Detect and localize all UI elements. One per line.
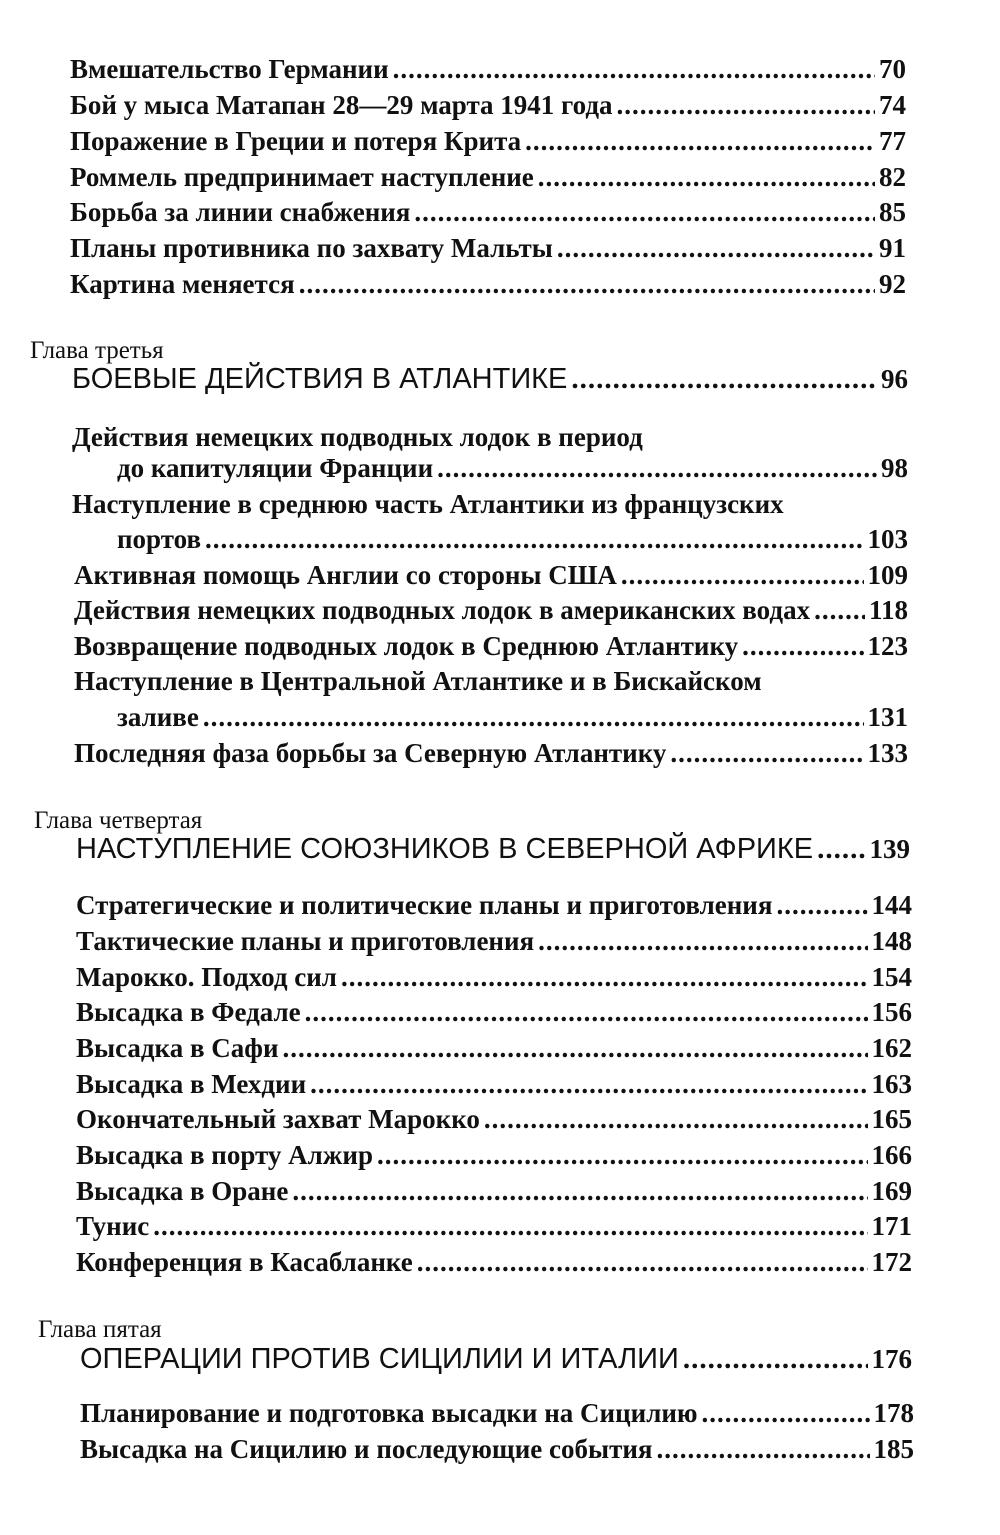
entry-title: заливе: [117, 702, 199, 732]
entry-page-number: 82: [879, 162, 906, 192]
chapter-label: Глава пятая: [38, 1316, 162, 1343]
toc-entry[interactable]: [70, 271, 906, 298]
chapter-label: Глава третья: [30, 337, 164, 364]
entry-page-number: 166: [871, 1140, 912, 1170]
entry-title: до капитуляции Франции: [117, 453, 434, 483]
toc-entry[interactable]: [76, 1142, 912, 1169]
dot-leader: [437, 455, 877, 482]
entry-title: Бой у мыса Матапан 28—29 марта 1941 года: [70, 90, 613, 120]
chapter-page-number: 176: [871, 1344, 912, 1374]
dot-leader: [571, 365, 877, 394]
dot-leader: [310, 1071, 867, 1098]
entry-page-number: 178: [873, 1398, 914, 1428]
dot-leader: [484, 1106, 868, 1133]
entry-title: Последняя фаза борьбы за Северную Атлантику: [74, 738, 667, 768]
dot-leader: [203, 704, 864, 731]
toc-entry[interactable]: [70, 164, 906, 191]
entry-title: Высадка в Мехдии: [76, 1069, 307, 1099]
dot-leader: [377, 1142, 868, 1169]
dot-leader: [393, 56, 875, 83]
toc-entry[interactable]: [76, 964, 912, 991]
dot-leader: [538, 164, 875, 191]
entry-title: Стратегические и политические планы и приготовления: [76, 890, 773, 920]
toc-entry[interactable]: [80, 1436, 914, 1463]
entry-title-first-line: Действия немецких подводных лодок в период: [72, 422, 643, 452]
entry-page-number: 98: [881, 453, 908, 483]
entry-title-first-line: Наступление в Центральной Атлантике и в Бискайском: [74, 666, 762, 696]
entry-page-number: 74: [879, 90, 906, 120]
entry-page-number: 92: [879, 269, 906, 299]
chapter-heading[interactable]: [76, 835, 910, 864]
toc-entry[interactable]: [117, 455, 908, 482]
entry-page-number: 156: [871, 997, 912, 1027]
dot-leader: [414, 199, 875, 226]
dot-leader: [153, 1213, 867, 1240]
dot-leader: [776, 892, 867, 919]
entry-title: Планирование и подготовка высадки на Сицилию: [80, 1398, 698, 1428]
entry-page-number: 70: [879, 54, 906, 84]
entry-title: Борьба за линии снабжения: [70, 197, 411, 227]
entry-page-number: 165: [871, 1104, 912, 1134]
dot-leader: [299, 271, 875, 298]
chapter-page-number: 96: [881, 364, 908, 394]
entry-page-number: 85: [879, 197, 906, 227]
toc-entry[interactable]: [74, 597, 908, 624]
entry-title: Картина меняется: [70, 269, 295, 299]
dot-leader: [341, 964, 868, 991]
entry-title: портов: [117, 524, 202, 554]
chapter-title: БОЕВЫЕ ДЕЙСТВИЯ В АТЛАНТИКЕ: [72, 363, 568, 395]
chapter-title: НАСТУПЛЕНИЕ СОЮЗНИКОВ В СЕВЕРНОЙ АФРИКЕ: [76, 833, 814, 865]
entry-page-number: 154: [871, 962, 912, 992]
entry-title: Высадка в Сафи: [76, 1033, 279, 1063]
entry-title: Действия немецких подводных лодок в американских водах: [74, 595, 811, 625]
toc-entry[interactable]: [76, 1035, 912, 1062]
entry-page-number: 103: [867, 524, 908, 554]
entry-title: Планы противника по захвату Мальты: [70, 233, 553, 263]
entry-title: Активная помощь Англии со стороны США: [74, 560, 617, 590]
toc-entry[interactable]: [117, 526, 908, 553]
dot-leader: [205, 526, 863, 553]
entry-page-number: 172: [871, 1247, 912, 1277]
dot-leader: [417, 1249, 868, 1276]
entry-title: Вмешательство Германии: [70, 54, 389, 84]
dot-leader: [305, 999, 868, 1026]
entry-page-number: 185: [873, 1434, 914, 1464]
dot-leader: [557, 235, 875, 262]
dot-leader: [742, 633, 863, 660]
dot-leader: [683, 1345, 868, 1374]
dot-leader: [670, 740, 863, 767]
entry-page-number: 131: [867, 702, 908, 732]
toc-entry[interactable]: [74, 740, 908, 767]
entry-title: Марокко. Подход сил: [76, 962, 337, 992]
entry-page-number: 144: [871, 890, 912, 920]
toc-entry[interactable]: [76, 1249, 912, 1276]
entry-page-number: 109: [867, 560, 908, 590]
toc-entry[interactable]: [70, 199, 906, 226]
toc-entry[interactable]: [76, 1178, 912, 1205]
toc-entry[interactable]: [74, 562, 908, 589]
entry-page-number: 133: [867, 738, 908, 768]
toc-entry[interactable]: [76, 928, 912, 955]
toc-entry[interactable]: [76, 892, 912, 919]
dot-leader: [617, 92, 875, 119]
dot-leader: [621, 562, 864, 589]
entry-title: Тунис: [76, 1211, 150, 1241]
entry-page-number: 91: [879, 233, 906, 263]
toc-entry[interactable]: [76, 999, 912, 1026]
chapter-heading[interactable]: [72, 365, 908, 394]
toc-entry[interactable]: [70, 128, 906, 155]
toc-entry[interactable]: [70, 235, 906, 262]
dot-leader: [292, 1178, 867, 1205]
chapter-label: Глава четвертая: [34, 807, 203, 834]
chapter-title: ОПЕРАЦИИ ПРОТИВ СИЦИЛИИ И ИТАЛИИ: [80, 1343, 679, 1375]
entry-page-number: 148: [871, 926, 912, 956]
toc-entry[interactable]: [76, 1106, 912, 1133]
toc-entry[interactable]: [74, 633, 908, 660]
entry-title: Высадка на Сицилию и последующие события: [80, 1434, 653, 1464]
entry-page-number: 77: [879, 126, 906, 156]
chapter-heading[interactable]: [80, 1345, 912, 1374]
toc-entry[interactable]: [70, 92, 906, 119]
toc-entry[interactable]: [117, 704, 908, 731]
toc-entry[interactable]: [76, 1213, 912, 1240]
toc-entry[interactable]: [70, 56, 906, 83]
entry-title: Высадка в порту Алжир: [76, 1140, 373, 1170]
dot-leader: [702, 1400, 870, 1427]
entry-title: Окончательный захват Марокко: [76, 1104, 480, 1134]
entry-page-number: 171: [871, 1211, 912, 1241]
entry-page-number: 163: [871, 1069, 912, 1099]
entry-title: Высадка в Оране: [76, 1176, 289, 1206]
dot-leader: [657, 1436, 870, 1463]
entry-page-number: 169: [871, 1176, 912, 1206]
dot-leader: [538, 928, 867, 955]
entry-title-first-line: Наступление в среднюю часть Атлантики из французских: [72, 489, 784, 519]
entry-title: Высадка в Федале: [76, 997, 301, 1027]
entry-title: Роммель предпринимает наступление: [70, 162, 534, 192]
entry-page-number: 162: [871, 1033, 912, 1063]
entry-title: Возвращение подводных лодок в Среднюю Атлантику: [74, 631, 739, 661]
entry-title: Поражение в Греции и потеря Крита: [70, 126, 522, 156]
dot-leader: [525, 128, 875, 155]
entry-title: Конференция в Касабланке: [76, 1247, 413, 1277]
dot-leader: [817, 835, 865, 864]
toc-entry[interactable]: [76, 1071, 912, 1098]
toc-entry[interactable]: [80, 1400, 914, 1427]
entry-page-number: 123: [867, 631, 908, 661]
entry-page-number: 118: [868, 595, 908, 625]
dot-leader: [283, 1035, 868, 1062]
chapter-page-number: 139: [869, 834, 910, 864]
entry-title: Тактические планы и приготовления: [76, 926, 535, 956]
dot-leader: [814, 597, 865, 624]
